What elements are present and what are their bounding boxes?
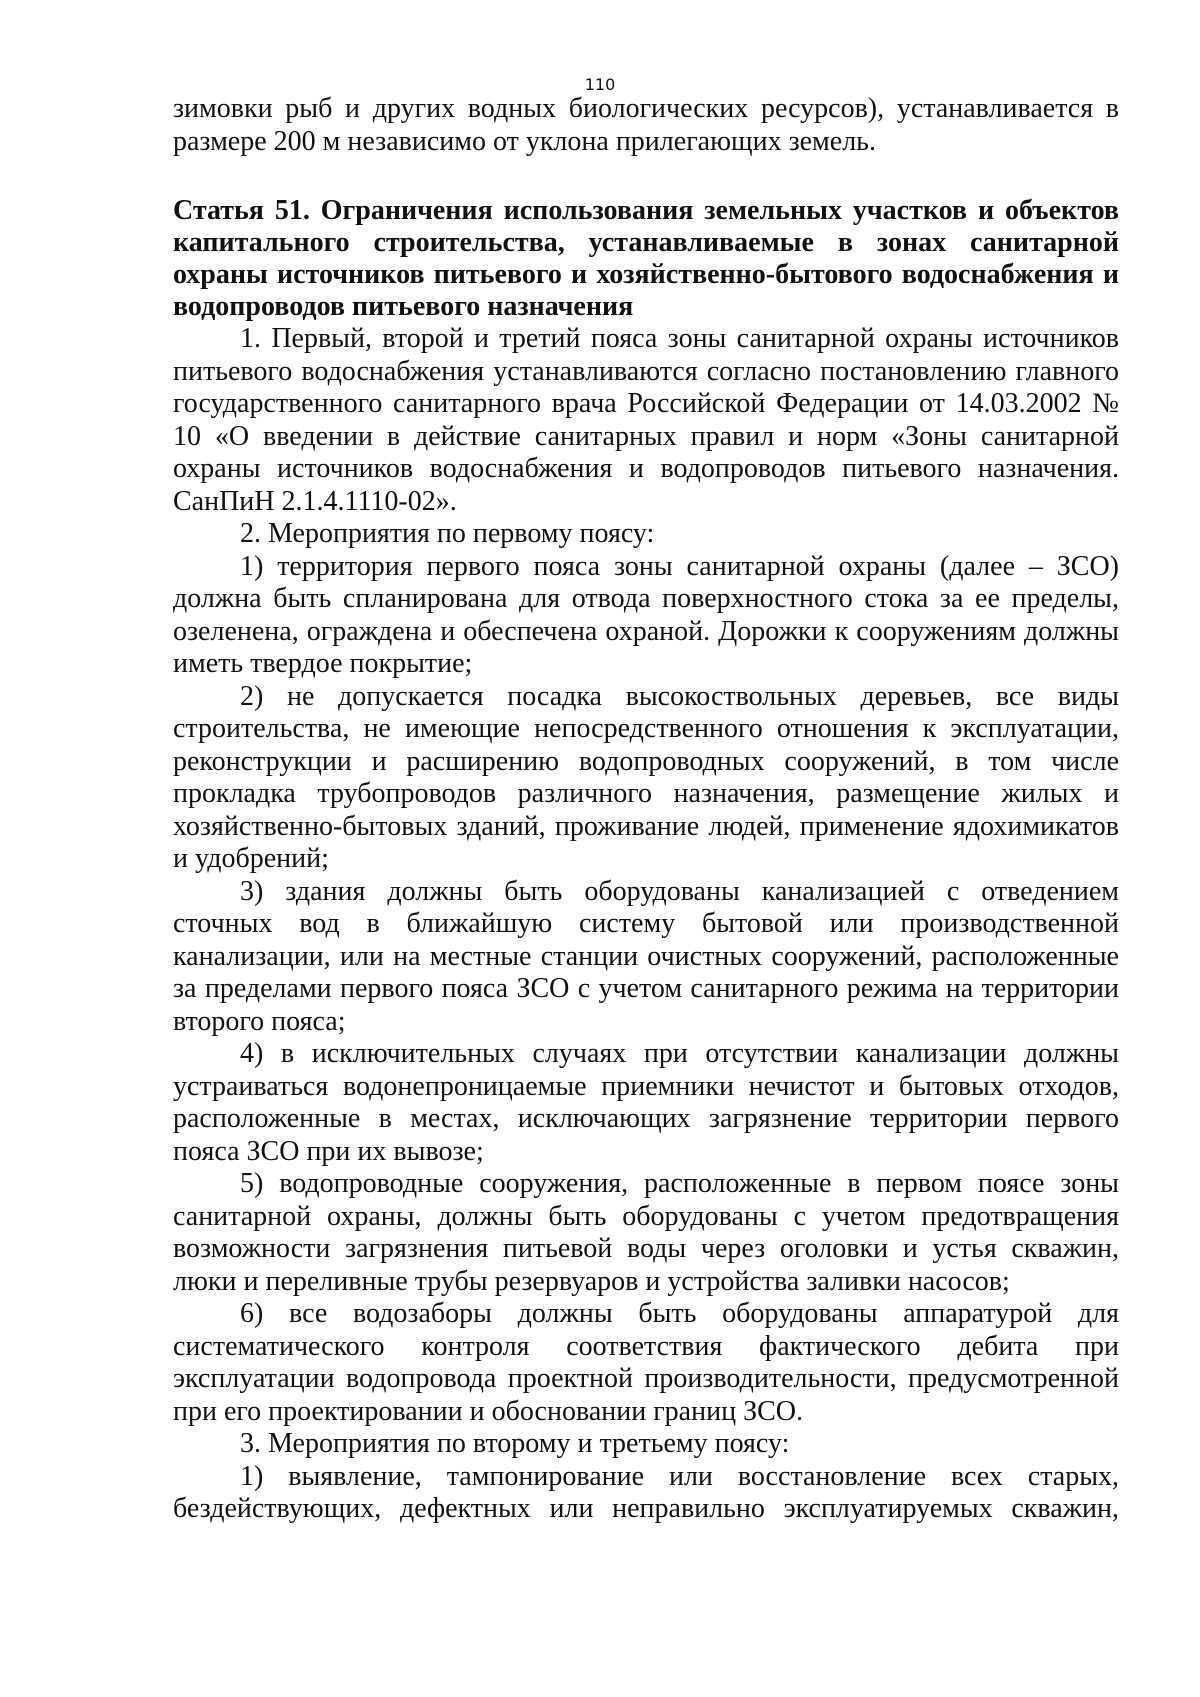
- document-body: [173, 93, 1119, 1526]
- page-number: 110: [584, 75, 616, 94]
- paragraph-3-item-1: 1) выявление, тампонирование или восстановление всех старых, бездействующих, дефектных или неправильно эксплуатируемых скважин,: [173, 1460, 1119, 1524]
- paragraph-2-item-5: 5) водопроводные сооружения, расположенные в первом поясе зоны санитарной охраны, должны быть оборудованы с учетом предотвращения возможности загрязнения питьевой воды через оголовки и устья скважин, люки и переливные трубы резервуаров и устройства заливки насосов;: [173, 1168, 1119, 1297]
- paragraph-2-item-6: 6) все водозаборы должны быть оборудованы аппаратурой для систематического контроля соответствия фактического дебита при эксплуатации водопровода проектной производительности, предусмотренной при его проектировании и обосновании границ ЗСО.: [173, 1298, 1119, 1427]
- paragraph-2-item-1: 1) территория первого пояса зоны санитарной охраны (далее – ЗСО) должна быть спланирована для отвода поверхностного стока за ее пределы, озеленена, ограждена и обеспечена охраной. Дорожки к сооружениям должны иметь твердое покрытие;: [173, 550, 1119, 679]
- paragraph-2-item-4: 4) в исключительных случаях при отсутствии канализации должны устраиваться водонепроницаемые приемники нечистот и бытовых отходов, расположенные в местах, исключающих загрязнение территории первого пояса ЗСО при их вывозе;: [173, 1038, 1119, 1167]
- paragraph-2-item-3: 3) здания должны быть оборудованы канализацией с отведением сточных вод в ближайшую систему бытовой или производственной канализации, или на местные станции очистных сооружений, расположенные за пределами первого пояса ЗСО с учетом санитарного режима на территории второго пояса;: [173, 875, 1119, 1037]
- paragraph-3: 3. Мероприятия по второму и третьему поясу:: [240, 1428, 790, 1459]
- paragraph-2-item-2: 2) не допускается посадка высокоствольных деревьев, все виды строительства, не имеющие непосредственного отношения к эксплуатации, реконструкции и расширению водопроводных сооружений, в том числе прокладка трубопроводов различного назначения, размещение жилых и хозяйственно-бытовых зданий, проживание людей, применение ядохимикатов и удобрений;: [173, 680, 1119, 874]
- continuation-paragraph: зимовки рыб и других водных биологических ресурсов), устанавливается в размере 200 м независимо от уклона прилегающих земель.: [173, 93, 1119, 157]
- paragraph-2: 2. Мероприятия по первому поясу:: [240, 518, 655, 549]
- article-heading: Статья 51. Ограничения использования земельных участков и объектов капитального строительства, устанавливаемые в зонах санитарной охраны источников питьевого и хозяйственно-бытового водоснабжения и водопроводов питьевого назначения: [173, 195, 1119, 322]
- paragraph-1: 1. Первый, второй и третий пояса зоны санитарной охраны источников питьевого водоснабжения устанавливаются согласно постановлению главного государственного санитарного врача Российской Федерации от 14.03.2002 № 10 «О введении в действие санитарных правил и норм «Зоны санитарной охраны источников водоснабжения и водопроводов питьевого назначения. СанПиН 2.1.4.1110-02».: [173, 323, 1119, 517]
